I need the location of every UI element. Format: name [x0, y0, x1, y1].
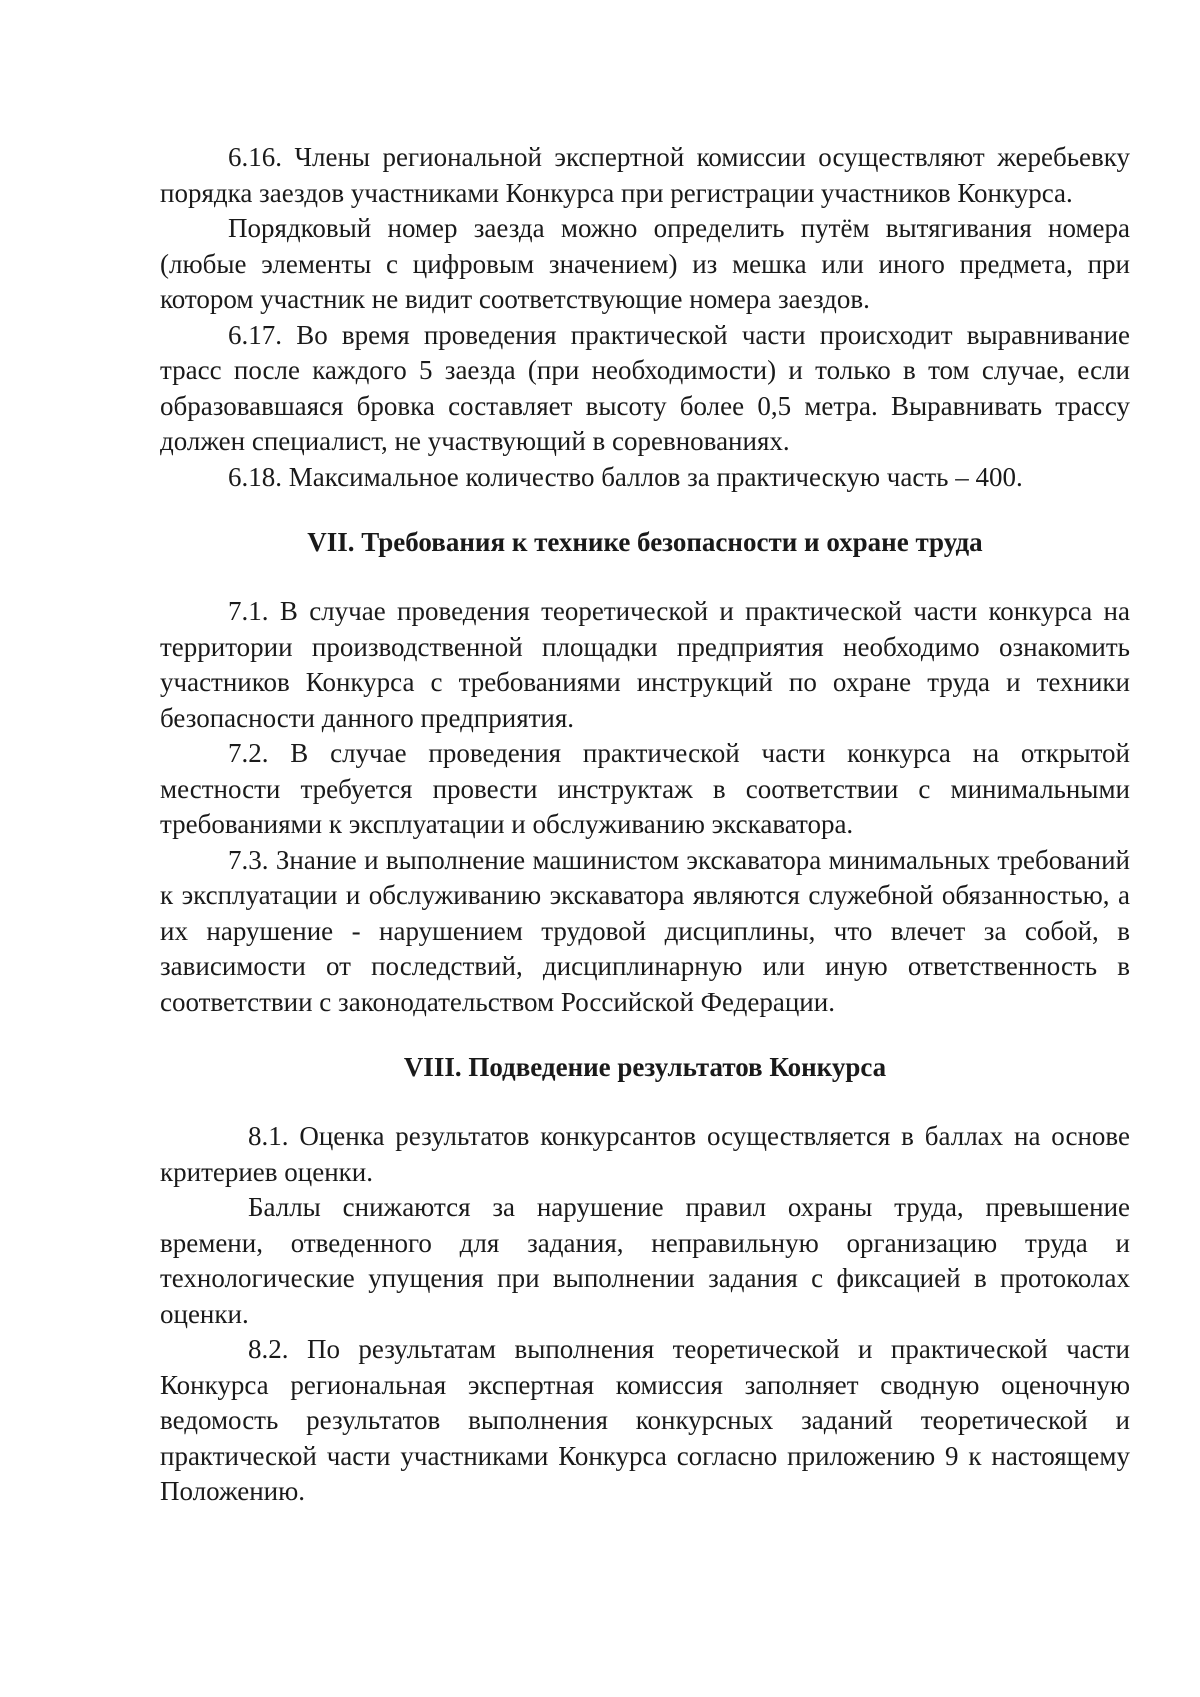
- paragraph-6-16: 6.16. Члены региональной экспертной комиссии осуществляют жеребьевку порядка заездов участниками Конкурса при регистрации участников Конкурса.: [160, 142, 1130, 208]
- document-page: [160, 140, 1130, 1510]
- paragraph-7-3: 7.3. Знание и выполнение машинистом экскаватора минимальных требований к эксплуатации и обслуживанию экскаватора являются служебной обязанностью, а их нарушение - нарушением трудовой дисциплины, что влечет за собой, в зависимости от последствий, дисциплинарную или иную ответственность в соответствии с законодательством Российской Федерации.: [160, 844, 1130, 1017]
- section-7-heading: VII. Требования к технике безопасности и охране труда: [307, 527, 983, 557]
- paragraph-8-1: 8.1. Оценка результатов конкурсантов осуществляется в баллах на основе критериев оценки.: [160, 1121, 1130, 1187]
- section-8-heading: VIII. Подведение результатов Конкурса: [403, 1052, 887, 1082]
- paragraph-7-2: 7.2. В случае проведения практической части конкурса на открытой местности требуется провести инструктаж в соответствии с минимальными требованиями к эксплуатации и обслуживанию экскаватора.: [160, 738, 1130, 839]
- paragraph-6-18: 6.18. Максимальное количество баллов за практическую часть – 400.: [228, 461, 1023, 492]
- paragraph-6-17: 6.17. Во время проведения практической части происходит выравнивание трасс после каждого 5 заезда (при необходимости) и только в том случае, если образовавшаяся бровка составляет высоту более 0,5 метра. Выравнивать трассу должен специалист, не участвующий в соревнованиях.: [160, 319, 1130, 456]
- paragraph-7-1: 7.1. В случае проведения теоретической и практической части конкурса на территории производственной площадки предприятия необходимо ознакомить участников Конкурса с требованиями инструкций по охране труда и техники безопасности данного предприятия.: [160, 596, 1130, 733]
- paragraph-8-2: 8.2. По результатам выполнения теоретической и практической части Конкурса региональная экспертная комиссия заполняет сводную оценочную ведомость результатов выполнения конкурсных заданий теоретической и практической части участниками Конкурса согласно приложению 9 к настоящему Положению.: [160, 1334, 1130, 1506]
- paragraph-6-16-continued: Порядковый номер заезда можно определить путём вытягивания номера (любые элементы с цифровым значением) из мешка или иного предмета, при котором участник не видит соответствующие номера заездов.: [160, 213, 1130, 314]
- paragraph-8-1-continued: Баллы снижаются за нарушение правил охраны труда, превышение времени, отведенного для задания, неправильную организацию труда и технологические упущения при выполнении задания с фиксацией в протоколах оценки.: [160, 1192, 1130, 1329]
